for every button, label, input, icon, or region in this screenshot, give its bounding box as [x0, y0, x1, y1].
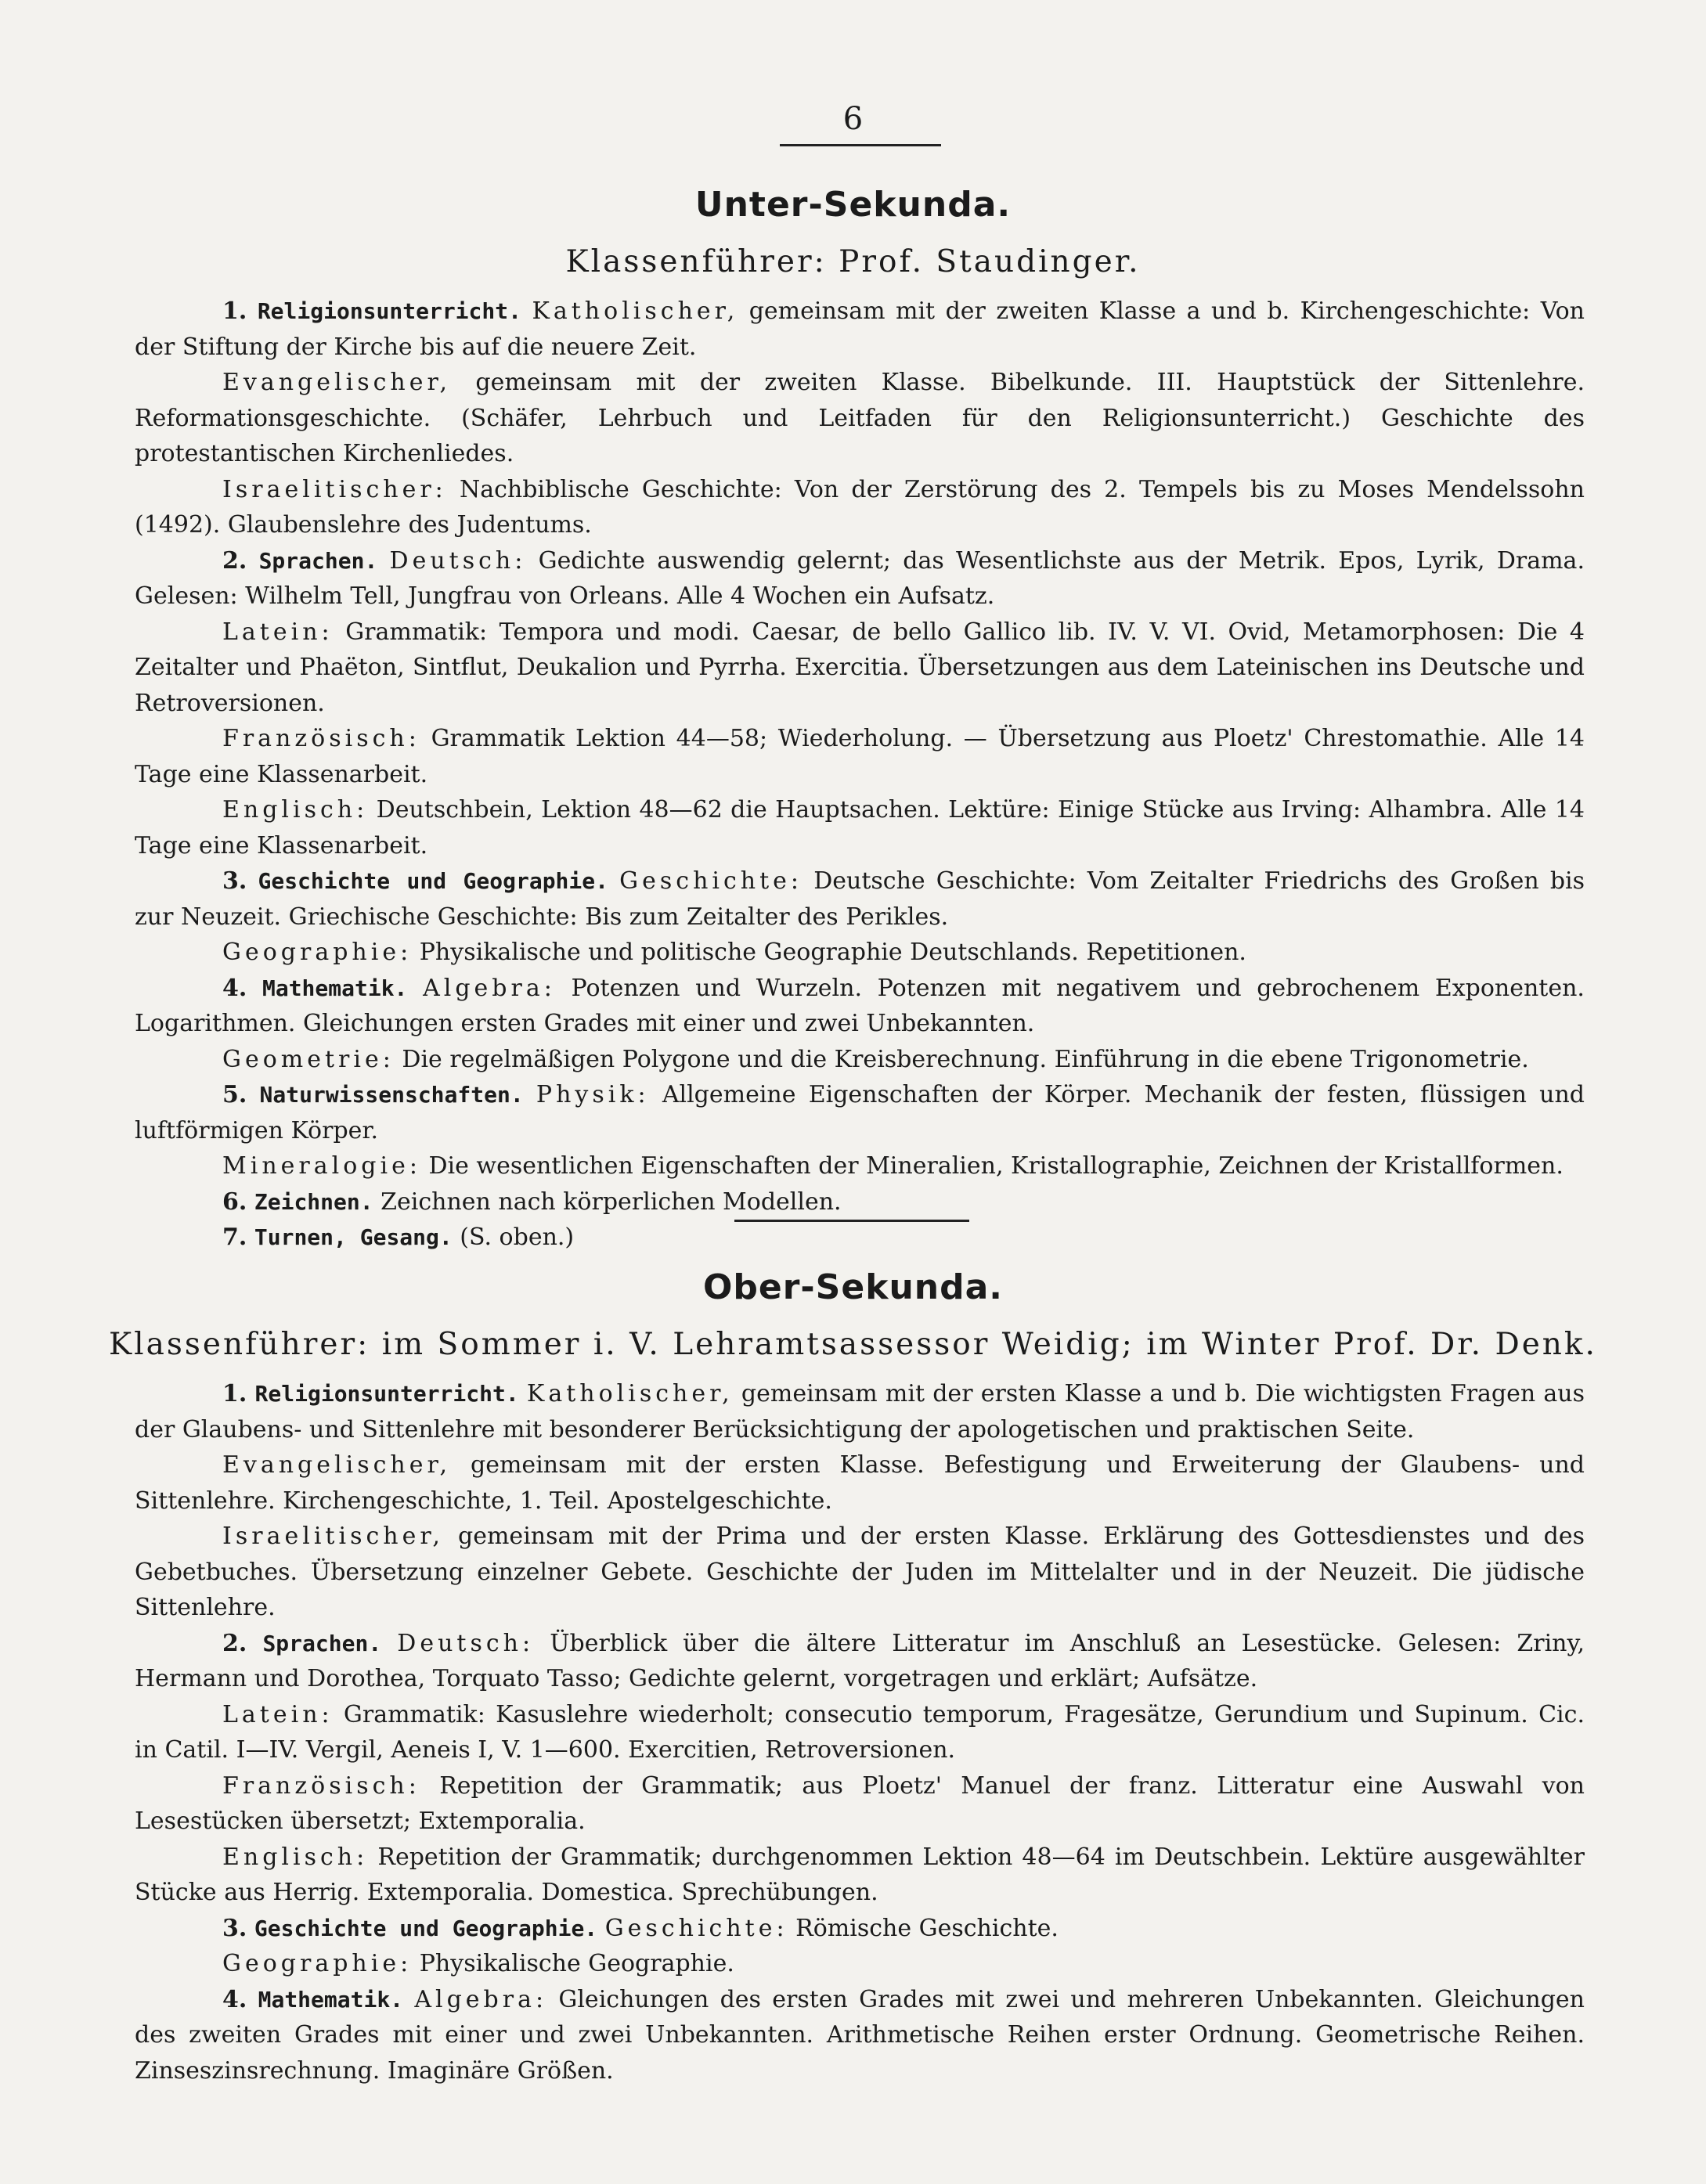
paragraph — [135, 935, 1585, 971]
topic-label: Geographie: — [222, 1950, 413, 1977]
topic-label: Evangelischer, — [222, 1451, 452, 1479]
section-body-unter — [135, 294, 1585, 1256]
section-title-unter: Unter-Sekunda. — [694, 185, 1012, 225]
topic-label: Geographie: — [222, 939, 413, 966]
topic-label: Französisch: — [222, 1771, 420, 1800]
paragraph-text: Grammatik: Kasuslehre wiederholt; consecutio temporum, Fragesätze, Gerundium und Supinum. Cic. in Catil. I—IV. Vergil, Aeneis I, V. 1—600. Exercitien, Retroversionen. — [135, 1700, 1585, 1764]
class-leader-ober: Klassenführer: im Sommer i. V. Lehramtsassessor Weidig; im Winter Prof. Dr. Denk. — [109, 1327, 1597, 1362]
paragraph — [135, 792, 1585, 863]
paragraph-text: Die regelmäßigen Polygone und die Kreisberechnung. Einführung in die ebene Trigonometrie. — [402, 1045, 1529, 1073]
subject-heading: Sprachen. — [258, 547, 378, 574]
paragraph-text: Physikalische Geographie. — [419, 1950, 734, 1977]
paragraph — [135, 863, 1585, 935]
paragraph-text: Grammatik Lektion 44—58; Wiederholung. — Übersetzung aus Ploetz' Chrestomathie. Alle 14 Tage eine Klassenarbeit. — [135, 725, 1585, 788]
paragraph-number: 2. — [222, 1629, 247, 1657]
topic-label: Israelitischer, — [222, 1523, 444, 1550]
paragraph — [135, 365, 1585, 472]
paragraph-text: Potenzen und Wurzeln. Potenzen mit negativem und gebrochenem Exponenten. Logarithmen. Gleichungen ersten Grades mit einer und zwei Unbekannten. — [135, 974, 1585, 1037]
paragraph — [135, 1184, 1585, 1220]
paragraph — [135, 1697, 1585, 1768]
paragraph — [135, 1077, 1585, 1148]
paragraph-number: 3. — [222, 867, 247, 895]
topic-label: Französisch: — [222, 725, 420, 752]
topic-label: Mineralogie: — [222, 1152, 421, 1180]
paragraph-number: 2. — [222, 546, 247, 575]
subject-heading: Religionsunterricht. — [254, 1381, 519, 1407]
topic-label: Englisch: — [222, 796, 369, 824]
paragraph — [135, 1447, 1585, 1519]
topic-label: Algebra: — [423, 974, 556, 1002]
paragraph-text: Gedichte auswendig gelernt; das Wesentlichste aus der Metrik. Epos, Lyrik, Drama. Gelesen: Wilhelm Tell, Jungfrau von Orleans. Alle 4 Wochen ein Aufsatz. — [135, 546, 1585, 610]
section-title-ober: Ober-Sekunda. — [702, 1267, 1004, 1307]
paragraph-number: 4. — [222, 974, 247, 1002]
subject-heading: Geschichte und Geographie. — [258, 868, 608, 894]
paragraph-text: gemeinsam mit der ersten Klasse. Befestigung und Erweiterung der Glaubens- und Sittenlehre. Kirchengeschichte, 1. Teil. Apostelgeschichte. — [135, 1451, 1585, 1515]
paragraph-number: 5. — [222, 1081, 247, 1108]
paragraph-text: Römische Geschichte. — [795, 1914, 1059, 1942]
paragraph — [135, 1042, 1585, 1078]
paragraph-text: gemeinsam mit der ersten Klasse a und b. Die wichtigsten Fragen aus der Glaubens- und Sittenlehre mit besonderer Berücksichtigung der apologetischen und praktischen Seite. — [135, 1380, 1585, 1443]
section-body-ober — [135, 1376, 1585, 2088]
topic-label: Katholischer, — [532, 297, 739, 325]
subject-heading: Zeichnen. — [254, 1188, 373, 1215]
topic-label: Geschichte: — [619, 867, 803, 895]
paragraph — [135, 1519, 1585, 1626]
paragraph — [135, 721, 1585, 792]
paragraph — [135, 1220, 1585, 1256]
paragraph — [135, 971, 1585, 1042]
paragraph-number: 1. — [222, 1380, 247, 1407]
paragraph — [135, 1626, 1585, 1697]
topic-label: Englisch: — [222, 1843, 369, 1871]
paragraph-number: 3. — [222, 1914, 247, 1942]
topic-label: Algebra: — [414, 1985, 548, 2013]
topic-label: Geschichte: — [604, 1914, 788, 1942]
paragraph — [135, 543, 1585, 614]
paragraph-text: Grammatik: Tempora und modi. Caesar, de bello Gallico lib. IV. V. VI. Ovid, Metamorphosen: Die 4 Zeitalter und Phaëton, Sintflut, Deukalion und Pyrrha. Exercitia. Übersetzungen aus dem Lateinischen ins Deutsche und Retroversionen. — [135, 618, 1585, 717]
paragraph-text: gemeinsam mit der Prima und der ersten Klasse. Erklärung des Gottesdienstes und des Gebetbuches. Übersetzung einzelner Gebete. Geschichte der Juden im Mittelalter und in der Neuzeit. Die jüdische Sittenlehre. — [135, 1523, 1585, 1621]
paragraph — [135, 1946, 1585, 1982]
paragraph-number: 1. — [222, 297, 247, 325]
paragraph — [135, 614, 1585, 722]
topic-label: Katholischer, — [526, 1380, 734, 1407]
paragraph — [135, 1911, 1585, 1947]
paragraph-number: 4. — [222, 1985, 247, 2013]
topic-label: Geometrie: — [222, 1045, 395, 1073]
paragraph-text: Gleichungen des ersten Grades mit zwei und mehreren Unbekannten. Gleichungen des zweiten Grades mit einer und zwei Unbekannten. Arithmetische Reihen erster Ordnung. Geometrische Reihen. Zinseszinsrechnung. Imaginäre Größen. — [135, 1985, 1585, 2085]
paragraph — [135, 1768, 1585, 1840]
topic-label: Israelitischer: — [222, 475, 447, 503]
paragraph-text: gemeinsam mit der zweiten Klasse. Bibelkunde. III. Hauptstück der Sittenlehre. Reformationsgeschichte. (Schäfer, Lehrbuch und Leitfaden für den Religionsunterricht.) Geschichte des protestantischen Kirchenliedes. — [135, 369, 1585, 467]
header-rule — [780, 144, 941, 146]
topic-label: Latein: — [222, 1700, 334, 1728]
section-divider — [734, 1220, 969, 1222]
paragraph-number: 7. — [222, 1224, 247, 1251]
paragraph-text: gemeinsam mit der zweiten Klasse a und b. Kirchengeschichte: Von der Stiftung der Kirche bis auf die neuere Zeit. — [135, 297, 1585, 361]
subject-heading: Geschichte und Geographie. — [254, 1915, 598, 1941]
paragraph-text: Zeichnen nach körperlichen Modellen. — [381, 1188, 842, 1216]
topic-label: Physik: — [536, 1081, 650, 1108]
paragraph-number: 6. — [222, 1188, 247, 1216]
paragraph-text: Die wesentlichen Eigenschaften der Mineralien, Kristallographie, Zeichnen der Kristallformen. — [428, 1152, 1564, 1180]
topic-label: Latein: — [222, 618, 334, 646]
paragraph — [135, 294, 1585, 365]
paragraph — [135, 1376, 1585, 1447]
topic-label: Deutsch: — [389, 546, 527, 575]
paragraph — [135, 1982, 1585, 2089]
subject-heading: Turnen, Gesang. — [254, 1224, 453, 1250]
paragraph — [135, 1840, 1585, 1911]
page-number: 6 — [842, 101, 864, 137]
subject-heading: Mathematik. — [258, 1986, 404, 2013]
subject-heading: Naturwissenschaften. — [259, 1082, 524, 1108]
paragraph — [135, 472, 1585, 543]
paragraph-text: Repetition der Grammatik; durchgenommen Lektion 48—64 im Deutschbein. Lektüre ausgewählter Stücke aus Herrig. Extemporalia. Domestica. Sprechübungen. — [135, 1843, 1585, 1906]
topic-label: Deutsch: — [397, 1629, 535, 1657]
paragraph-text: Überblick über die ältere Litteratur im Anschluß an Lesestücke. Gelesen: Zriny, Hermann und Dorothea, Torquato Tasso; Gedichte gelernt, vorgetragen und erklärt; Aufsätze. — [135, 1629, 1585, 1692]
paragraph-text: Repetition der Grammatik; aus Ploetz' Manuel der franz. Litteratur eine Auswahl von Lesestücken übersetzt; Extemporalia. — [135, 1771, 1585, 1835]
class-leader-unter: Klassenführer: Prof. Staudinger. — [565, 244, 1141, 279]
paragraph — [135, 1148, 1585, 1184]
paragraph-text: Allgemeine Eigenschaften der Körper. Mechanik der festen, flüssigen und luftförmigen Körper. — [135, 1081, 1585, 1144]
paragraph-text: Deutsche Geschichte: Vom Zeitalter Friedrichs des Großen bis zur Neuzeit. Griechische Geschichte: Bis zum Zeitalter des Perikles. — [135, 867, 1585, 931]
subject-heading: Sprachen. — [262, 1630, 382, 1656]
topic-label: Evangelischer, — [222, 369, 452, 396]
paragraph-text: Deutschbein, Lektion 48—62 die Hauptsachen. Lektüre: Einige Stücke aus Irving: Alhambra. Alle 14 Tage eine Klassenarbeit. — [135, 796, 1585, 860]
subject-heading: Mathematik. — [261, 975, 408, 1001]
paragraph-text: Physikalische und politische Geographie Deutschlands. Repetitionen. — [419, 939, 1246, 966]
subject-heading: Religionsunterricht. — [257, 298, 521, 324]
paragraph-text: (S. oben.) — [460, 1224, 575, 1251]
paragraph-text: Nachbiblische Geschichte: Von der Zerstörung des 2. Tempels bis zu Moses Mendelssohn (1492). Glaubenslehre des Judentums. — [135, 475, 1585, 539]
